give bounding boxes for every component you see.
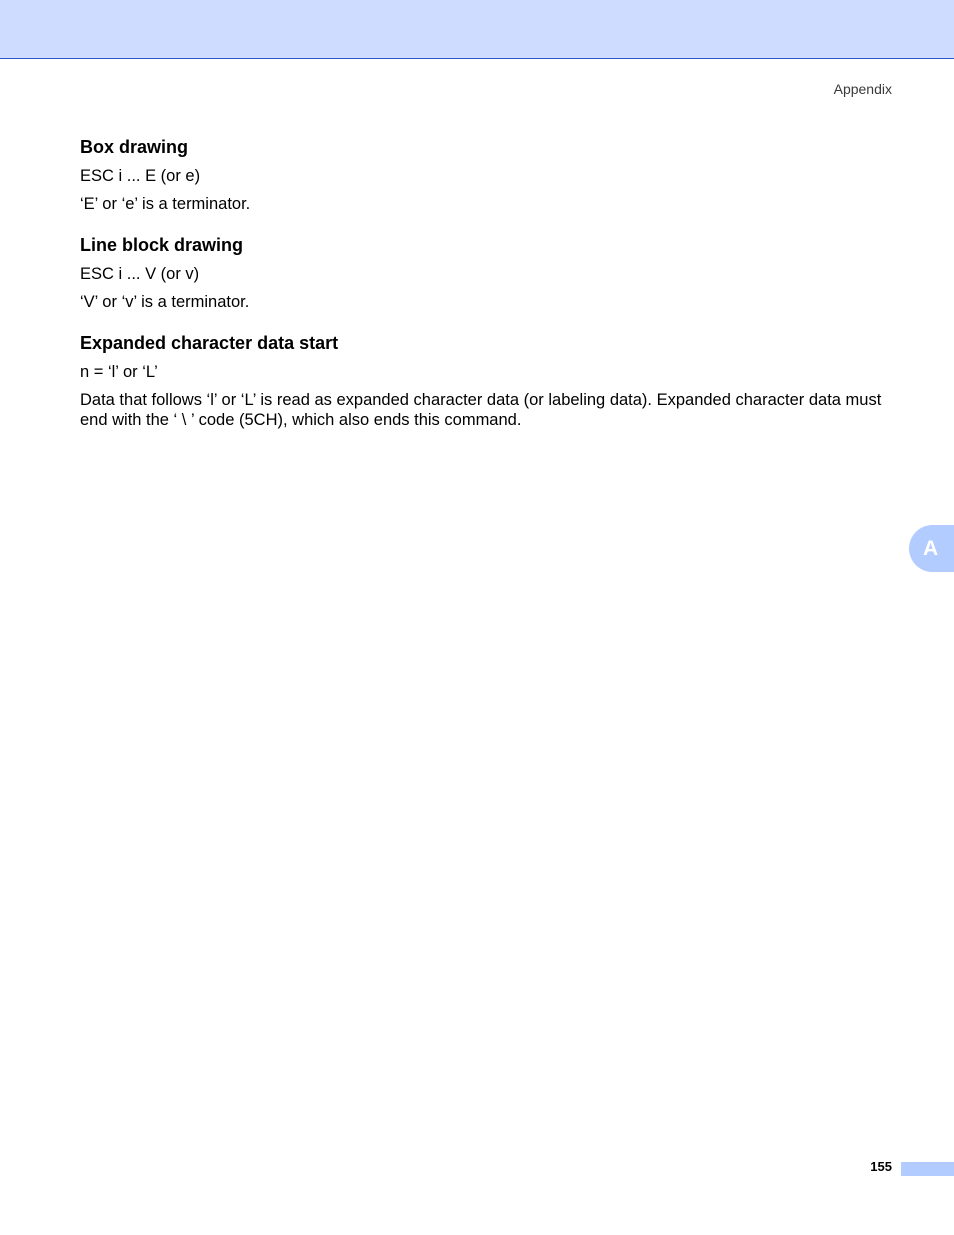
section-box-drawing — [80, 136, 895, 214]
page-number: 155 — [870, 1159, 892, 1174]
running-header: Appendix — [833, 81, 892, 97]
section-line-block-drawing — [80, 234, 895, 312]
paragraph: Data that follows ‘l’ or ‘L’ is read as expanded character data (or labeling data). Expanded character data must end with the ‘ \ ’ code (5CH), which also ends this command. — [80, 391, 882, 429]
paragraph: ESC i ... E (or e) — [80, 167, 201, 185]
paragraph: ESC i ... V (or v) — [80, 265, 200, 283]
section-heading: Box drawing — [80, 137, 189, 157]
section-expanded-character-data — [80, 332, 895, 430]
page-number-bar — [901, 1162, 954, 1176]
section-heading: Expanded character data start — [80, 333, 339, 353]
section-heading: Line block drawing — [80, 235, 244, 255]
page-content — [80, 136, 895, 450]
header-band — [0, 0, 954, 59]
paragraph: n = ‘l’ or ‘L’ — [80, 363, 158, 381]
paragraph: ‘E’ or ‘e’ is a terminator. — [80, 195, 251, 213]
appendix-tab[interactable]: A — [909, 525, 954, 572]
paragraph: ‘V’ or ‘v’ is a terminator. — [80, 293, 250, 311]
